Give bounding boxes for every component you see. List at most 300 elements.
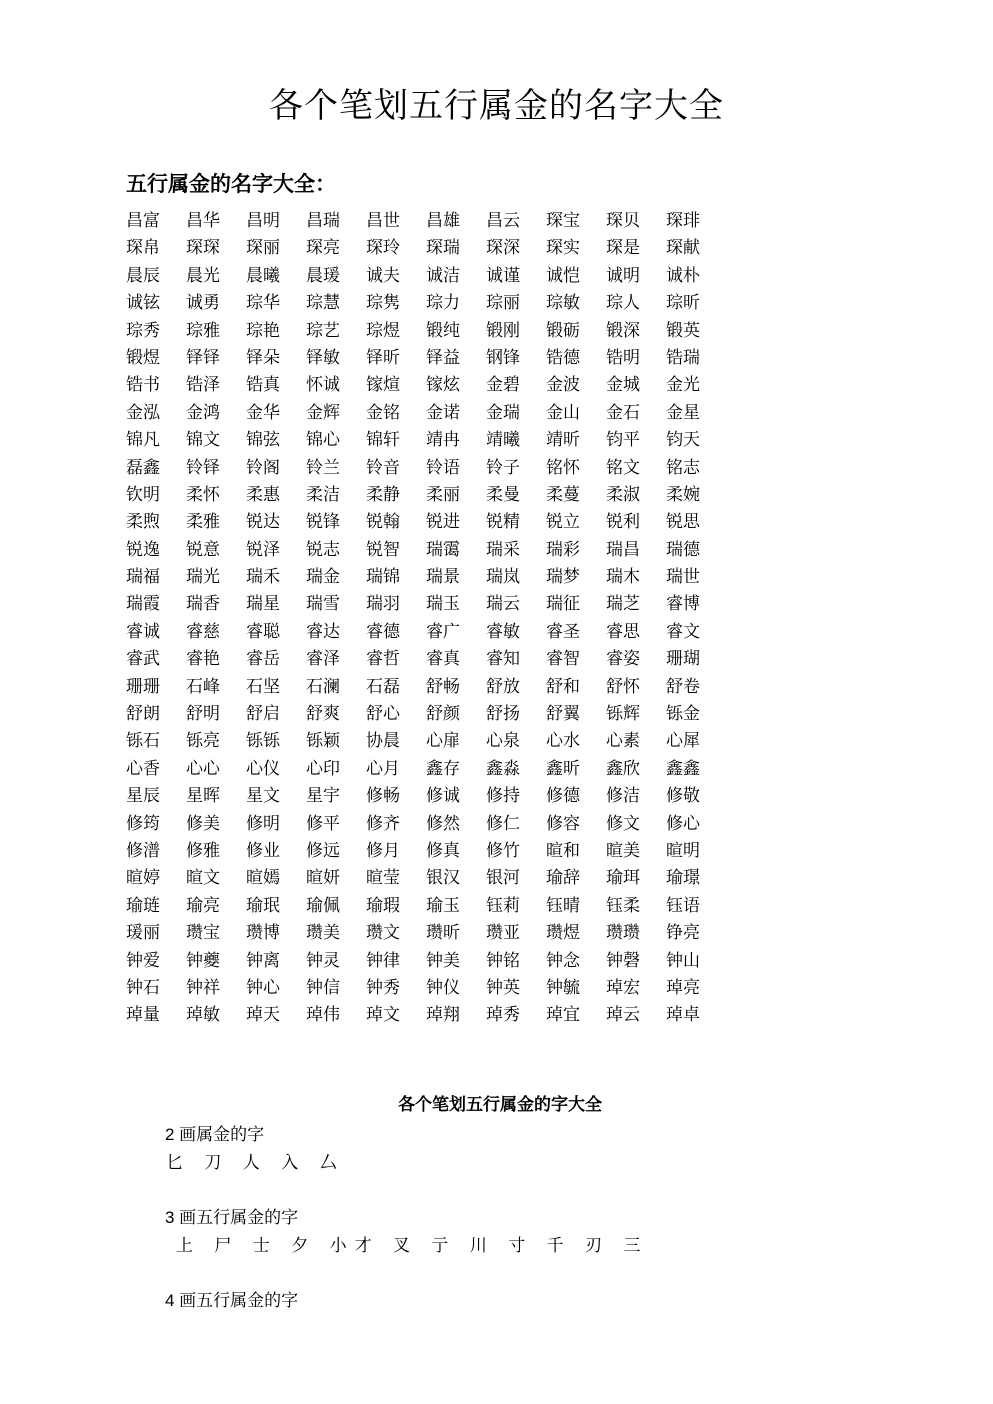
name-cell: 锻砺 <box>546 320 580 341</box>
name-cell: 锆明 <box>606 347 640 368</box>
name-cell: 琮慧 <box>306 293 340 314</box>
name-cell: 舒翼 <box>546 704 580 725</box>
name-cell: 琮艳 <box>246 320 280 341</box>
name-cell: 金山 <box>546 402 580 423</box>
name-cell: 铄辉 <box>606 704 640 725</box>
name-cell: 修然 <box>426 813 460 834</box>
name-cell: 睿知 <box>486 649 520 670</box>
stroke-2-heading: 2 画属金的字 <box>165 1125 265 1144</box>
name-cell: 钟灵 <box>306 950 340 971</box>
name-cell: 睿文 <box>666 621 700 642</box>
name-cell: 瑜亮 <box>186 895 220 916</box>
name-cell: 钧平 <box>606 430 640 451</box>
name-cell: 瑞景 <box>426 567 460 588</box>
name-cell: 琸宏 <box>606 977 640 998</box>
name-cell: 昌雄 <box>426 211 460 231</box>
name-cell: 睿艳 <box>186 649 220 670</box>
name-cell: 舒卷 <box>666 676 700 697</box>
name-cell: 睿德 <box>366 621 400 642</box>
name-cell: 诚铉 <box>126 293 160 314</box>
name-cell: 瑞木 <box>606 567 640 588</box>
name-cell: 舒畅 <box>426 676 460 697</box>
name-cell: 瑞岚 <box>486 567 520 588</box>
name-cell: 锦心 <box>306 430 340 451</box>
name-cell: 锐翰 <box>366 512 400 533</box>
name-cell: 瑜佩 <box>306 895 340 916</box>
name-cell: 锐泽 <box>246 539 280 560</box>
name-cell: 瑞德 <box>666 539 700 560</box>
name-cell: 瑞彩 <box>546 539 580 560</box>
name-cell: 铎朵 <box>246 347 280 368</box>
name-cell: 心月 <box>366 758 400 779</box>
name-cell: 琸文 <box>366 1005 400 1026</box>
name-cell: 琛是 <box>606 238 640 259</box>
name-cell: 锻深 <box>606 320 640 341</box>
name-cell: 金鸿 <box>186 402 220 423</box>
name-cell: 诚朴 <box>666 265 700 286</box>
name-cell: 铎敏 <box>306 347 340 368</box>
name-cell: 琛琲 <box>666 211 700 231</box>
name-cell: 瑗丽 <box>126 923 160 944</box>
name-cell: 睿姿 <box>606 649 640 670</box>
name-cell: 琸卓 <box>666 1005 700 1026</box>
name-cell: 鑫鑫 <box>666 758 700 779</box>
name-cell: 修持 <box>486 786 520 807</box>
name-cell: 钰晴 <box>546 895 580 916</box>
name-cell: 琮昕 <box>666 293 700 314</box>
name-cell: 金诺 <box>426 402 460 423</box>
name-cell: 舒心 <box>366 704 400 725</box>
name-cell: 瓒亚 <box>486 923 520 944</box>
name-cell: 石峰 <box>186 676 220 697</box>
name-cell: 瑞世 <box>666 567 700 588</box>
name-cell: 瑞雪 <box>306 594 340 615</box>
name-cell: 锆德 <box>546 347 580 368</box>
name-cell: 琮力 <box>426 293 460 314</box>
name-cell: 瑞羽 <box>366 594 400 615</box>
stroke-2-chars: 匕 刀 人 入 厶 <box>166 1153 345 1173</box>
name-cell: 睿智 <box>546 649 580 670</box>
name-cell: 暄和 <box>546 840 580 861</box>
name-cell: 瑞云 <box>486 594 520 615</box>
name-cell: 钟石 <box>126 977 160 998</box>
name-cell: 睿岳 <box>246 649 280 670</box>
name-cell: 磊鑫 <box>126 457 160 478</box>
name-cell: 钟心 <box>246 977 280 998</box>
name-cell: 锆瑞 <box>666 347 700 368</box>
name-cell: 琮华 <box>246 293 280 314</box>
name-cell: 铭志 <box>666 457 700 478</box>
name-cell: 修容 <box>546 813 580 834</box>
name-cell: 铎益 <box>426 347 460 368</box>
name-cell: 诚谨 <box>486 265 520 286</box>
name-cell: 铃阁 <box>246 457 280 478</box>
name-cell: 晨光 <box>186 265 220 286</box>
name-cell: 心扉 <box>426 731 460 752</box>
name-cell: 金光 <box>666 375 700 396</box>
name-cell: 诚恺 <box>546 265 580 286</box>
name-cell: 珊珊 <box>126 676 160 697</box>
name-cell: 琮敏 <box>546 293 580 314</box>
name-cell: 钰柔 <box>606 895 640 916</box>
name-cell: 瑞香 <box>186 594 220 615</box>
name-cell: 昌明 <box>246 211 280 231</box>
name-cell: 钟磬 <box>606 950 640 971</box>
name-cell: 钟律 <box>366 950 400 971</box>
name-cell: 柔丽 <box>426 484 460 505</box>
name-cell: 暄美 <box>606 840 640 861</box>
name-cell: 柔蔓 <box>546 484 580 505</box>
name-cell: 心素 <box>606 731 640 752</box>
name-cell: 舒爽 <box>306 704 340 725</box>
name-cell: 琛献 <box>666 238 700 259</box>
name-cell: 铄金 <box>666 704 700 725</box>
name-cell: 琸天 <box>246 1005 280 1026</box>
name-cell: 琸翔 <box>426 1005 460 1026</box>
name-cell: 锐立 <box>546 512 580 533</box>
name-cell: 铃兰 <box>306 457 340 478</box>
name-cell: 昌瑞 <box>306 211 340 231</box>
name-cell: 舒怀 <box>606 676 640 697</box>
name-cell: 金波 <box>546 375 580 396</box>
name-cell: 星宇 <box>306 786 340 807</box>
name-cell: 铭文 <box>606 457 640 478</box>
name-cell: 瑞霞 <box>126 594 160 615</box>
name-cell: 琛实 <box>546 238 580 259</box>
name-cell: 金瑞 <box>486 402 520 423</box>
name-cell: 修明 <box>246 813 280 834</box>
name-cell: 金星 <box>666 402 700 423</box>
name-cell: 钧天 <box>666 430 700 451</box>
name-cell: 瑞采 <box>486 539 520 560</box>
name-cell: 金城 <box>606 375 640 396</box>
name-cell: 睿慈 <box>186 621 220 642</box>
name-cell: 修远 <box>306 840 340 861</box>
name-cell: 瓒美 <box>306 923 340 944</box>
name-cell: 石磊 <box>366 676 400 697</box>
name-cell: 钰莉 <box>486 895 520 916</box>
name-cell: 诚夫 <box>366 265 400 286</box>
name-cell: 金华 <box>246 402 280 423</box>
name-cell: 锐锋 <box>306 512 340 533</box>
name-cell: 锦凡 <box>126 430 160 451</box>
name-cell: 鑫欣 <box>606 758 640 779</box>
name-cell: 琸敏 <box>186 1005 220 1026</box>
name-cell: 琛瑞 <box>426 238 460 259</box>
name-cell: 怀诚 <box>306 375 340 396</box>
name-cell: 修敬 <box>666 786 700 807</box>
name-cell: 金铭 <box>366 402 400 423</box>
name-cell: 暄明 <box>666 840 700 861</box>
name-cell: 睿博 <box>666 594 700 615</box>
name-cell: 金辉 <box>306 402 340 423</box>
name-cell: 舒启 <box>246 704 280 725</box>
name-cell: 柔怀 <box>186 484 220 505</box>
name-cell: 锻煜 <box>126 347 160 368</box>
name-cell: 昌富 <box>126 211 160 231</box>
name-cell: 琛琛 <box>186 238 220 259</box>
name-cell: 心仪 <box>246 758 280 779</box>
name-cell: 睿哲 <box>366 649 400 670</box>
name-cell: 修雅 <box>186 840 220 861</box>
name-cell: 锦弦 <box>246 430 280 451</box>
name-cell: 柔淑 <box>606 484 640 505</box>
name-cell: 心心 <box>186 758 220 779</box>
name-cell: 琛丽 <box>246 238 280 259</box>
name-cell: 琸量 <box>126 1005 160 1026</box>
name-cell: 钟英 <box>486 977 520 998</box>
name-cell: 瑞金 <box>306 567 340 588</box>
name-cell: 瓒煜 <box>546 923 580 944</box>
name-cell: 修潽 <box>126 840 160 861</box>
name-cell: 睿聪 <box>246 621 280 642</box>
name-cell: 铄颖 <box>306 731 340 752</box>
name-cell: 钟念 <box>546 950 580 971</box>
name-cell: 锐意 <box>186 539 220 560</box>
name-cell: 琸云 <box>606 1005 640 1026</box>
name-cell: 舒颜 <box>426 704 460 725</box>
name-cell: 修诚 <box>426 786 460 807</box>
name-cell: 银汉 <box>426 868 460 889</box>
name-cell: 睿圣 <box>546 621 580 642</box>
name-cell: 钟秀 <box>366 977 400 998</box>
name-cell: 修心 <box>666 813 700 834</box>
name-cell: 锐进 <box>426 512 460 533</box>
name-cell: 钟毓 <box>546 977 580 998</box>
name-cell: 琛玲 <box>366 238 400 259</box>
name-cell: 瑜珥 <box>606 868 640 889</box>
name-cell: 瑞锦 <box>366 567 400 588</box>
name-cell: 瓒文 <box>366 923 400 944</box>
name-cell: 修畅 <box>366 786 400 807</box>
name-cell: 柔婉 <box>666 484 700 505</box>
name-cell: 睿真 <box>426 649 460 670</box>
name-cell: 舒和 <box>546 676 580 697</box>
name-cell: 瓒昕 <box>426 923 460 944</box>
name-cell: 锐思 <box>666 512 700 533</box>
name-cell: 昌华 <box>186 211 220 231</box>
name-cell: 诚勇 <box>186 293 220 314</box>
name-cell: 瑞玉 <box>426 594 460 615</box>
name-cell: 锐智 <box>366 539 400 560</box>
name-cell: 瑜玉 <box>426 895 460 916</box>
name-cell: 铃子 <box>486 457 520 478</box>
name-cell: 瑞征 <box>546 594 580 615</box>
name-cell: 心印 <box>306 758 340 779</box>
name-cell: 星文 <box>246 786 280 807</box>
name-cell: 昌云 <box>486 211 520 231</box>
name-cell: 昌世 <box>366 211 400 231</box>
name-cell: 修德 <box>546 786 580 807</box>
name-cell: 晨辰 <box>126 265 160 286</box>
name-cell: 心泉 <box>486 731 520 752</box>
name-cell: 琛帛 <box>126 238 160 259</box>
name-cell: 琮隽 <box>366 293 400 314</box>
name-cell: 钟美 <box>426 950 460 971</box>
name-cell: 琸宜 <box>546 1005 580 1026</box>
name-cell: 琮人 <box>606 293 640 314</box>
name-cell: 心犀 <box>666 731 700 752</box>
name-cell: 琮秀 <box>126 320 160 341</box>
name-cell: 锐利 <box>606 512 640 533</box>
stroke-4-heading: 4 画五行属金的字 <box>165 1291 299 1310</box>
name-cell: 锆书 <box>126 375 160 396</box>
name-cell: 心水 <box>546 731 580 752</box>
name-cell: 暄婷 <box>126 868 160 889</box>
name-cell: 钟仪 <box>426 977 460 998</box>
name-cell: 石澜 <box>306 676 340 697</box>
name-cell: 瑜辞 <box>546 868 580 889</box>
name-cell: 琸伟 <box>306 1005 340 1026</box>
name-cell: 琮艺 <box>306 320 340 341</box>
name-cell: 珊瑚 <box>666 649 700 670</box>
name-cell: 睿广 <box>426 621 460 642</box>
name-cell: 诚明 <box>606 265 640 286</box>
name-cell: 钦明 <box>126 484 160 505</box>
name-cell: 琸亮 <box>666 977 700 998</box>
name-cell: 琮煜 <box>366 320 400 341</box>
name-cell: 心香 <box>126 758 160 779</box>
name-cell: 铮亮 <box>666 923 700 944</box>
name-cell: 星晖 <box>186 786 220 807</box>
name-cell: 瑞昌 <box>606 539 640 560</box>
name-cell: 瓒宝 <box>186 923 220 944</box>
name-cell: 舒放 <box>486 676 520 697</box>
name-cell: 修月 <box>366 840 400 861</box>
name-cell: 金碧 <box>486 375 520 396</box>
name-cell: 锻英 <box>666 320 700 341</box>
name-cell: 瑞霭 <box>426 539 460 560</box>
name-cell: 锐逸 <box>126 539 160 560</box>
name-cell: 暄妍 <box>306 868 340 889</box>
name-cell: 诚洁 <box>426 265 460 286</box>
name-cell: 舒扬 <box>486 704 520 725</box>
name-cell: 瑜珉 <box>246 895 280 916</box>
name-cell: 锦文 <box>186 430 220 451</box>
name-cell: 锆泽 <box>186 375 220 396</box>
strokes-title: 各个笔划五行属金的字大全 <box>398 1095 602 1115</box>
name-cell: 暄嫣 <box>246 868 280 889</box>
name-cell: 锻纯 <box>426 320 460 341</box>
name-cell: 锻刚 <box>486 320 520 341</box>
name-cell: 协晨 <box>366 731 400 752</box>
name-cell: 钟山 <box>666 950 700 971</box>
name-cell: 柔煦 <box>126 512 160 533</box>
stroke-3-heading: 3 画五行属金的字 <box>165 1208 299 1227</box>
name-cell: 柔雅 <box>186 512 220 533</box>
name-cell: 琛亮 <box>306 238 340 259</box>
name-cell: 睿诚 <box>126 621 160 642</box>
name-cell: 修竹 <box>486 840 520 861</box>
name-cell: 锐达 <box>246 512 280 533</box>
name-cell: 修文 <box>606 813 640 834</box>
name-cell: 瑜瑕 <box>366 895 400 916</box>
name-cell: 睿泽 <box>306 649 340 670</box>
name-cell: 钰语 <box>666 895 700 916</box>
name-cell: 晨瑗 <box>306 265 340 286</box>
name-cell: 银河 <box>486 868 520 889</box>
name-cell: 靖昕 <box>546 430 580 451</box>
section-heading: 五行属金的名字大全： <box>126 171 336 196</box>
document-title: 各个笔划五行属金的名字大全 <box>269 86 724 126</box>
name-cell: 金石 <box>606 402 640 423</box>
name-cell: 钟信 <box>306 977 340 998</box>
name-cell: 修真 <box>426 840 460 861</box>
name-cell: 靖曦 <box>486 430 520 451</box>
name-cell: 铄石 <box>126 731 160 752</box>
name-cell: 铃音 <box>366 457 400 478</box>
name-cell: 铎铎 <box>186 347 220 368</box>
name-cell: 修平 <box>306 813 340 834</box>
name-cell: 瑞梦 <box>546 567 580 588</box>
name-cell: 瑜璟 <box>666 868 700 889</box>
name-cell: 修筠 <box>126 813 160 834</box>
name-cell: 锐精 <box>486 512 520 533</box>
name-cell: 柔洁 <box>306 484 340 505</box>
name-cell: 暄莹 <box>366 868 400 889</box>
name-cell: 瑞福 <box>126 567 160 588</box>
name-cell: 锐志 <box>306 539 340 560</box>
name-cell: 琛贝 <box>606 211 640 231</box>
name-cell: 铭怀 <box>546 457 580 478</box>
name-cell: 琮雅 <box>186 320 220 341</box>
name-cell: 锆真 <box>246 375 280 396</box>
name-cell: 暄文 <box>186 868 220 889</box>
name-cell: 修美 <box>186 813 220 834</box>
name-cell: 睿武 <box>126 649 160 670</box>
name-cell: 修业 <box>246 840 280 861</box>
name-cell: 修仁 <box>486 813 520 834</box>
names-grid <box>126 208 726 1030</box>
name-cell: 靖冉 <box>426 430 460 451</box>
name-cell: 铎昕 <box>366 347 400 368</box>
name-cell: 锦轩 <box>366 430 400 451</box>
name-cell: 铃铎 <box>186 457 220 478</box>
name-cell: 瓒博 <box>246 923 280 944</box>
name-cell: 睿思 <box>606 621 640 642</box>
name-cell: 金泓 <box>126 402 160 423</box>
name-cell: 柔静 <box>366 484 400 505</box>
name-cell: 琛宝 <box>546 211 580 231</box>
stroke-3-chars: 上 尸 士 夕 小才 叉 亍 川 寸 千 刃 三 <box>176 1236 649 1256</box>
name-cell: 柔惠 <box>246 484 280 505</box>
name-cell: 鑫淼 <box>486 758 520 779</box>
name-cell: 瑜琏 <box>126 895 160 916</box>
name-cell: 睿敏 <box>486 621 520 642</box>
name-cell: 钟祥 <box>186 977 220 998</box>
name-cell: 钟铭 <box>486 950 520 971</box>
name-cell: 瑞星 <box>246 594 280 615</box>
name-cell: 镓煊 <box>366 375 400 396</box>
name-cell: 瑞芝 <box>606 594 640 615</box>
name-cell: 晨曦 <box>246 265 280 286</box>
name-cell: 瑞禾 <box>246 567 280 588</box>
name-cell: 星辰 <box>126 786 160 807</box>
name-cell: 鑫昕 <box>546 758 580 779</box>
name-cell: 石坚 <box>246 676 280 697</box>
name-cell: 琛深 <box>486 238 520 259</box>
name-cell: 钟爱 <box>126 950 160 971</box>
name-cell: 修洁 <box>606 786 640 807</box>
name-cell: 瑞光 <box>186 567 220 588</box>
name-cell: 瓒瓒 <box>606 923 640 944</box>
name-cell: 鑫存 <box>426 758 460 779</box>
name-cell: 睿达 <box>306 621 340 642</box>
name-cell: 钟离 <box>246 950 280 971</box>
name-cell: 舒朗 <box>126 704 160 725</box>
name-cell: 铄铄 <box>246 731 280 752</box>
name-cell: 铃语 <box>426 457 460 478</box>
